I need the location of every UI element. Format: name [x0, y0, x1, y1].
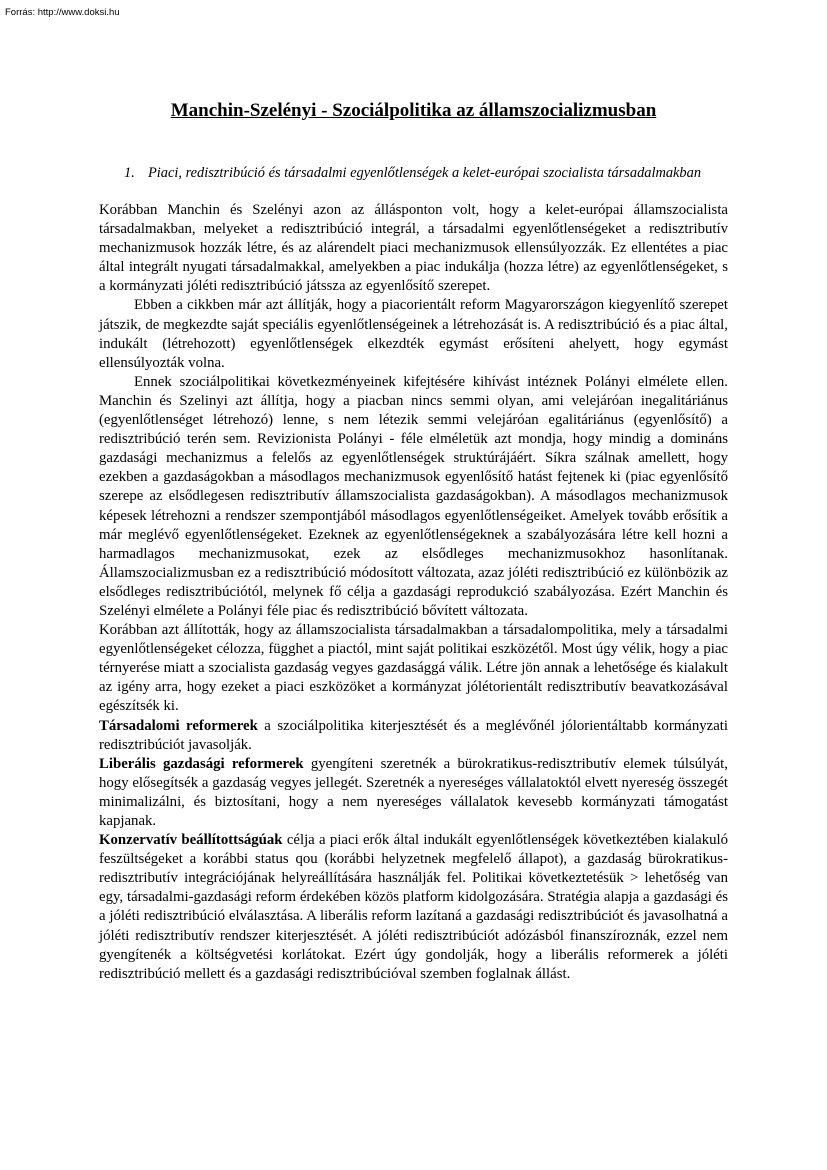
group-paragraph-social-reformers [99, 717, 728, 755]
group-paragraph-conservatives [99, 831, 728, 984]
group-description: a szociálpolitika kiterjesztését és a meglévőnél jólorientáltabb kormányzati redisztribúciót javasolják. [99, 717, 728, 753]
group-paragraph-liberal-reformers [99, 755, 728, 831]
paragraph: Korábban azt állították, hogy az államszocialista társadalmakban a társadalompolitika, mely a társadalmi egyenlőtlenségeket célozza, függhet a piactól, mint saját politikai eszközétől. Most úgy vélik, hogy a piac térnyerése miatt a szocialista gazdaság vegyes gazdasággá válik. Létre jön annak a lehetősége és kialakult az igény arra, hogy ezeket a piaci eszközöket a kormányzat jólétorientált redisztributív beavatkozásával egészítsék ki. [99, 622, 728, 715]
group-description: célja a piaci erők által indukált egyenlőtlenségek következtében kialakuló feszültségeket a korábbi status qou (korábbi helyzetnek megfelelő állapot), a gazdaság bürokratikus-redisztributív integrációjának helyreállítására használják fel. Politikai következtetésük > lehetőség van egy, társadalmi-gazdasági reform érdekében közös platform kidolgozására. Stratégia alapja a gazdasági és a jóléti redisztribúció elválasztása. A liberális reform lazítaná a gazdasági redisztribúciót és javasolhatná a jóléti redisztributív rendszer kiterjesztését. A jóléti redisztribúciót adózásból finanszíroznák, ezzel nem gyengítenék a költségvetési korlátokat. Ezért úgy gondolják, hogy a liberális reformerek a jóléti redisztribúció mellett és a gazdasági redisztribúcióval szemben foglalnak állást. [99, 832, 728, 982]
group-description: gyengíteni szeretnék a bürokratikus-redisztributív elemek túlsúlyát, hogy elősegítsék a gazdaság vegyes jellegét. Szeretnék a nyereséges vállalatoktól elvett nyereség összegét minimalizálni, és biztosítani, hogy a nem nyereséges vállalatok kevesebb kormányzati támogatást kapjanak. [99, 755, 728, 829]
page-title: Manchin-Szelényi - Szociálpolitika az államszocializmusban [170, 100, 657, 121]
paragraph: Ebben a cikkben már azt állítják, hogy a piacorientált reform Magyarországon kiegyenlítő szerepet játszik, de megkezdte saját speciális egyenlőtlenségeinek a létrehozását is. A redisztribúció és a piac által, indukált (létrehozott) egyenlőtlenségek elkezdték egymást erősíteni ahelyett, hogy egymást ellensúlyozták volna. [99, 297, 728, 371]
source-label: Forrás: http://www.doksi.hu [5, 7, 120, 18]
section-heading-text: Piaci, redisztribúció és társadalmi egyenlőtlenségek a kelet-európai szocialista társadalmakban [148, 165, 702, 181]
paragraph: Korábban Manchin és Szelényi azon az állásponton volt, hogy a kelet-európai államszocialista társadalmakban, melyeket a redisztribúció integrál, a társadalmi egyenlőtlenségeket a redisztributív mechanizmusok hozzák létre, és az alárendelt piaci mechanizmusok ellensúlyozzák. Ez ellentétes a piac által integrált nyugati társadalmakkal, amelyekben a piac indukálja (hozza létre) az egyenlőtlenségeket, s a kormányzati jóléti redisztribúció játssza az egyenlősítő szerepet. [99, 202, 728, 295]
group-term: Konzervatív beállítottságúak [99, 832, 283, 849]
document-body [99, 201, 728, 984]
group-term: Liberális gazdasági reformerek [99, 755, 304, 772]
section-heading [124, 164, 724, 182]
group-term: Társadalomi reformerek [99, 717, 258, 734]
paragraph: Ennek szociálpolitikai következményeinek kifejtésére kihívást intéznek Polányi elmélete ellen. Manchin és Szelinyi azt állítja, hogy a piacban nincs semmi olyan, ami velejáróan inegalitáriánus (egyenlőtlenséget létrehozó) lenne, s nem létezik semmi velejáróan egalitáriánus (egyenlősítő) a redisztribúció terén sem. Revizionista Polányi - féle elméletük azt mondja, hogy mindig a domináns gazdasági mechanizmus a felelős az egyenlőtlenségek struktúrájáért. Síkra szálnak amellett, hogy ezekben a gazdaságokban a másodlagos mechanizmusok egyenlősítő hatást fejtenek ki (piac egyenlősítő szerepe az elsődlegesen redisztributív államszocialista gazdaságokban). A másodlagos mechanizmusok képesek létrehozni a rendszer szempontjából másodlagos egyenlőtlenségeiket. Amelyek tovább erősítik a már meglévő egyenlőtlenségeket. Ezeknek az egyenlőtlenségeknek a szabályozására létre kell hozni a harmadlagos mechanizmusokat, ezek az elsődleges mechanizmusokhoz hasonlítanak. Államszocializmusban ez a redisztribúció módosított változata, azaz jóléti redisztribúció ez különbözik az elsődleges redisztribúciótól, melynek fő célja a gazdasági reprodukció szabályozása. Ezért Manchin és Szelényi elmélete a Polányi féle piac és redisztribúció bővített változata. [99, 373, 728, 619]
section-number: 1. [124, 165, 135, 181]
